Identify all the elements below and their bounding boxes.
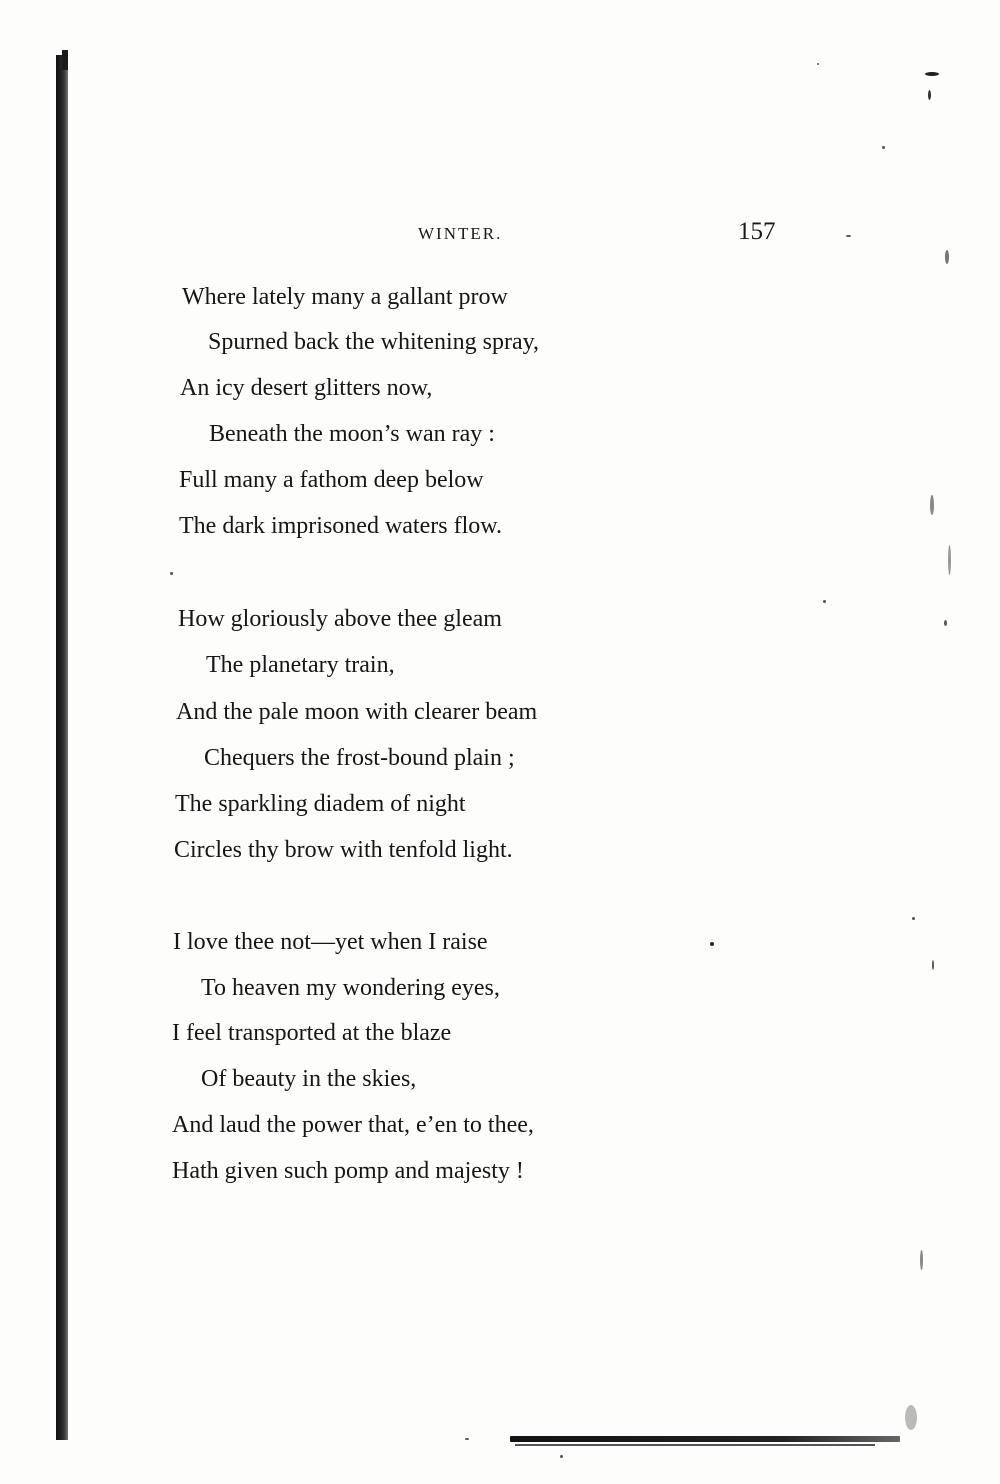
scan-speck [817,63,819,65]
poem-line: Of beauty in the skies, [201,1066,417,1092]
scan-speck [948,545,951,575]
poem-line: The planetary train, [206,652,395,678]
scan-speck [932,960,934,970]
poem-line: Where lately many a gallant prow [182,284,508,310]
bottom-rule [510,1436,900,1442]
poem-line: And the pale moon with clearer beam [176,699,538,725]
poem-line: Spurned back the whitening spray, [208,329,540,355]
scan-speck [846,235,851,237]
poem-line: Chequers the frost-bound plain ; [204,745,515,771]
scan-speck [945,250,949,264]
poem-line: Full many a fathom deep below [179,467,484,493]
poem-line: The dark imprisoned waters flow. [179,513,503,539]
binding-edge-top [62,50,68,70]
poem-line: I love thee not—yet when I raise [173,929,488,955]
binding-edge [56,55,68,1440]
poem-line: Beneath the moon’s wan ray : [209,421,495,447]
scan-speck [823,600,826,603]
running-title: WINTER. [418,224,503,243]
scan-speck [930,495,934,515]
poem-line: An icy desert glitters now, [180,375,433,401]
poem-line: The sparkling diadem of night [175,791,466,817]
scan-speck [925,72,939,76]
page-number: 157 [738,218,776,245]
poem-line: Circles thy brow with tenfold light. [174,837,513,863]
scan-speck [170,572,173,575]
scan-speck [710,942,714,946]
scan-speck [905,1405,917,1430]
bottom-rule-shadow [515,1444,875,1446]
poem-line: And laud the power that, e’en to thee, [172,1112,534,1138]
scan-speck [882,146,885,149]
scan-speck [944,620,947,626]
scan-speck [912,917,915,920]
poem-line: Hath given such pomp and majesty ! [172,1158,524,1184]
scan-speck [465,1438,469,1440]
scan-speck [920,1250,923,1270]
poem-line: To heaven my wondering eyes, [201,975,500,1001]
poem-line: How gloriously above thee gleam [178,606,502,632]
scan-speck [928,90,931,100]
poem-line: I feel transported at the blaze [172,1020,452,1046]
scan-speck [560,1455,563,1458]
